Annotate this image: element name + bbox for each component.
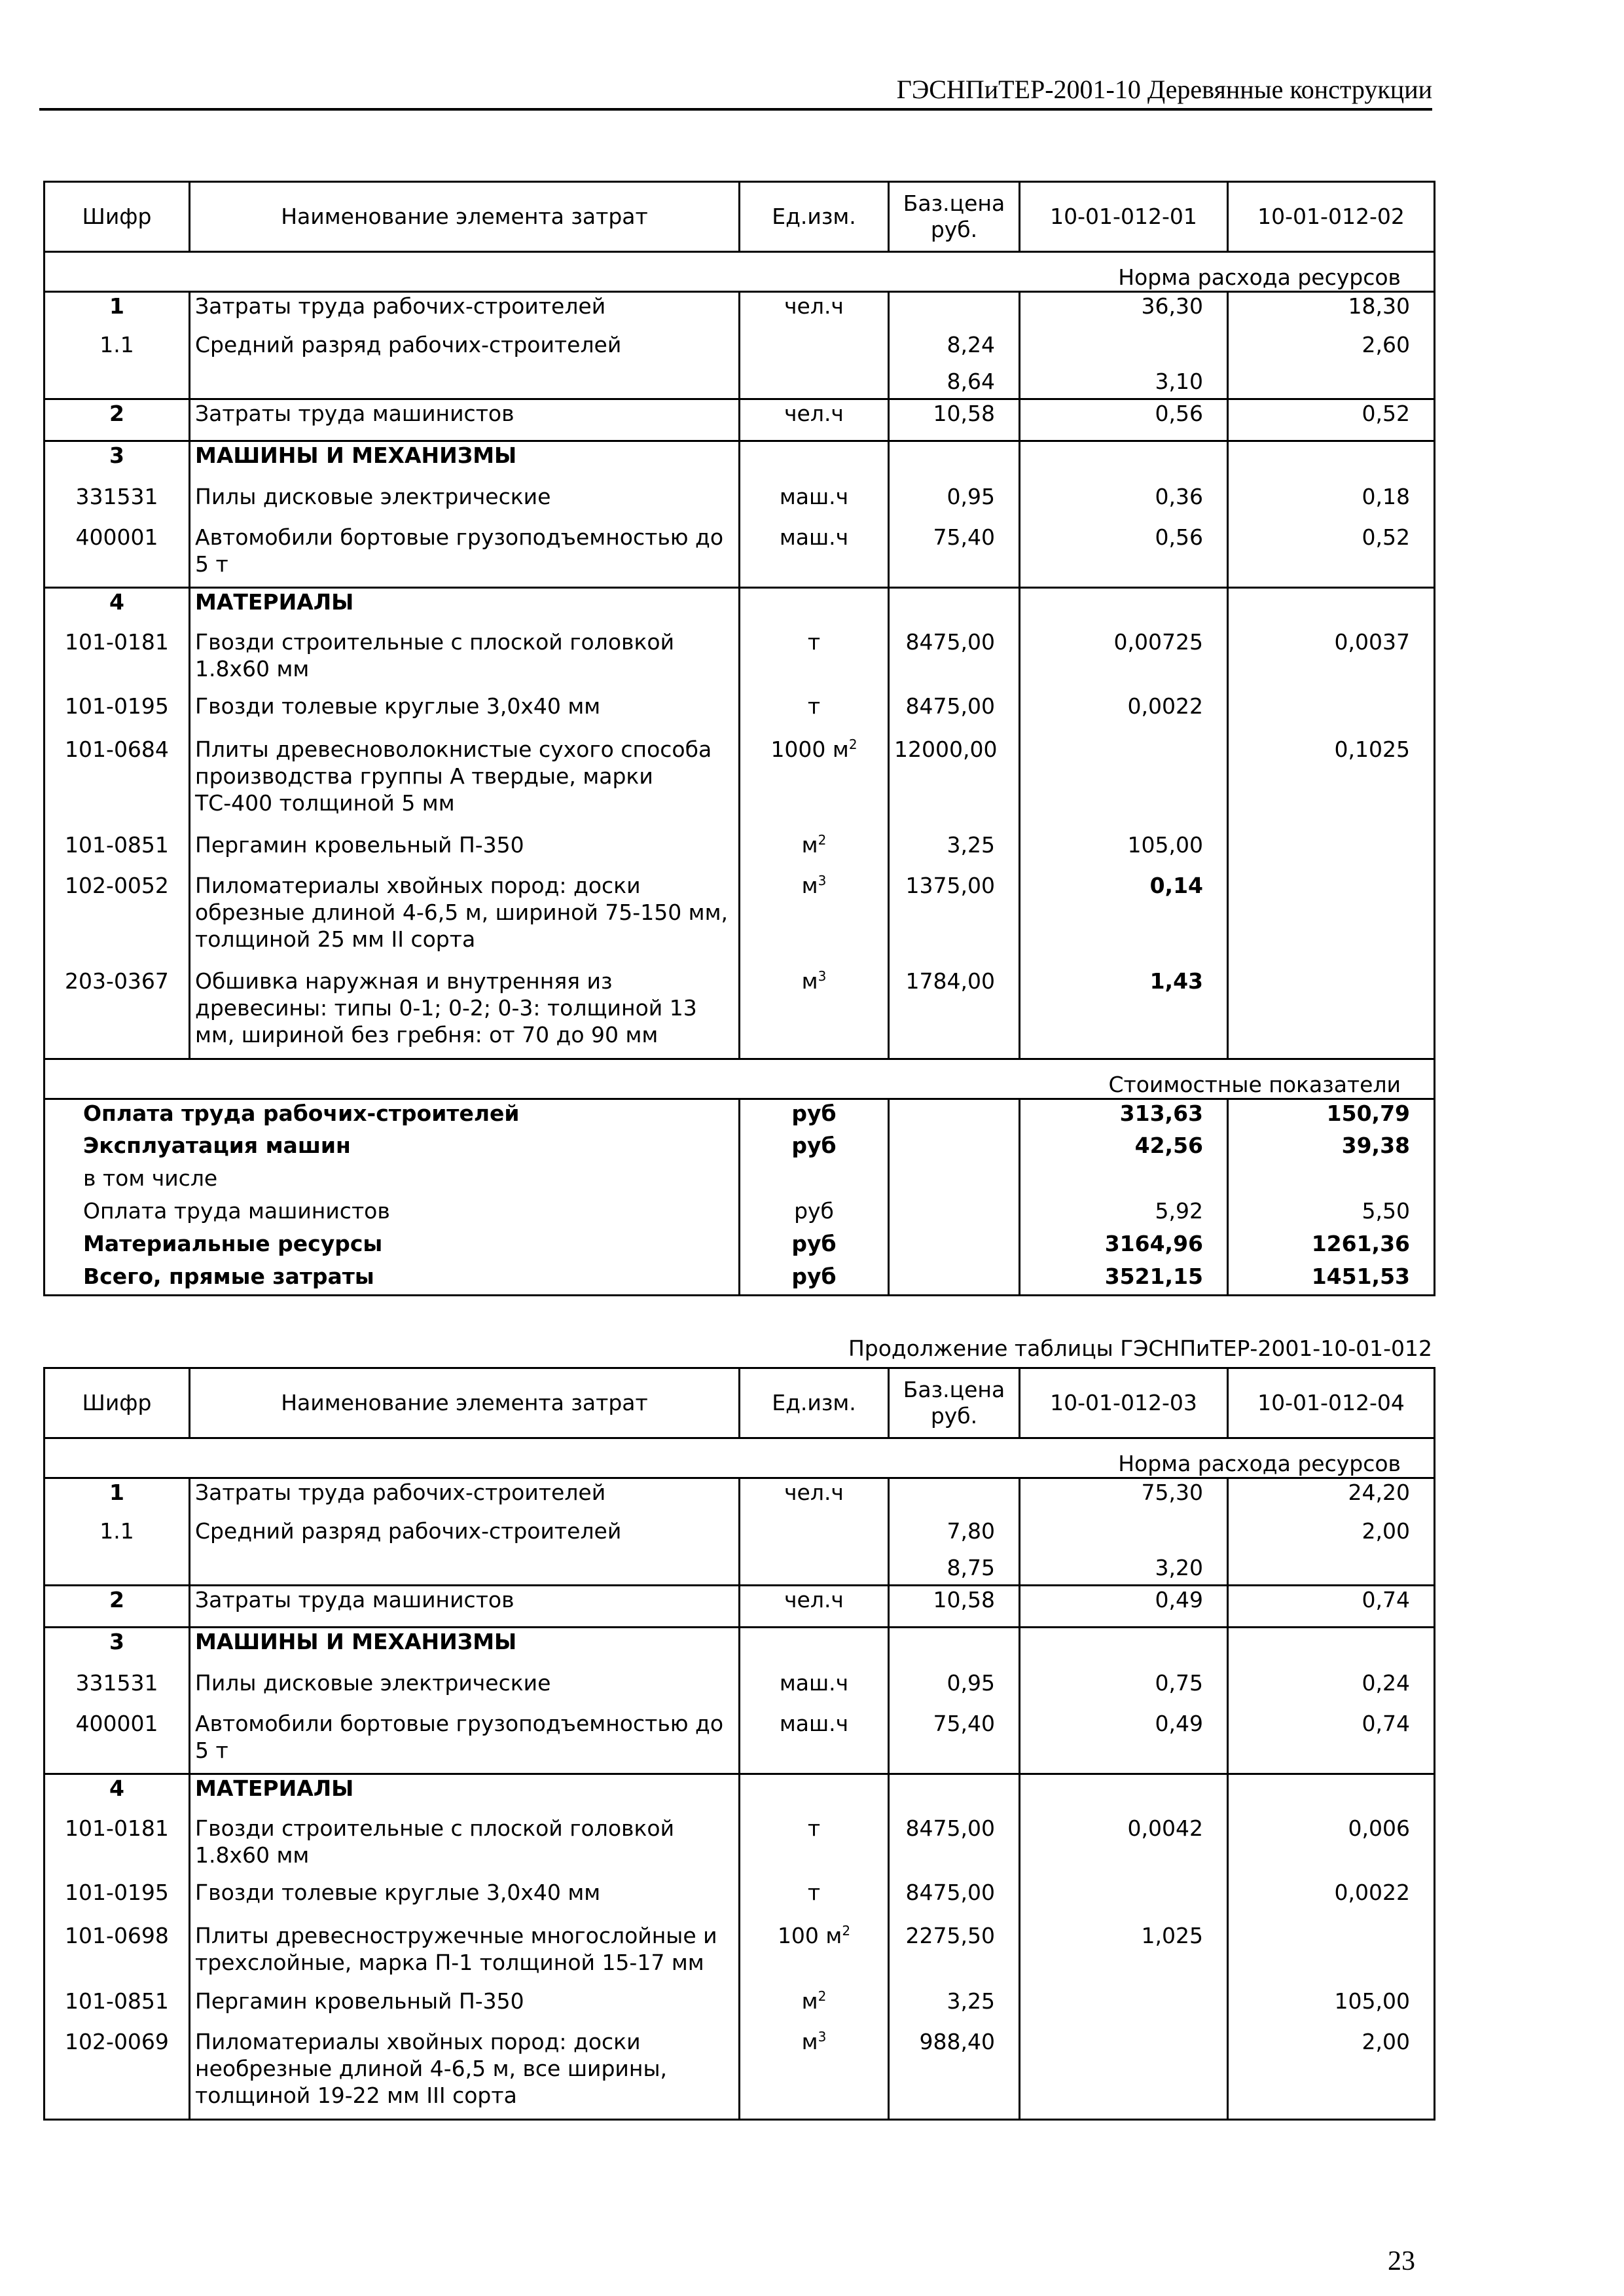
row-value-b: 18,30	[1228, 292, 1435, 331]
row-value-b: 2,00	[1228, 1518, 1435, 1554]
row-unit: $м^3$	[740, 2028, 889, 2120]
row-name: МАШИНЫ И МЕХАНИЗМЫ	[190, 441, 740, 483]
col-header-a: 10-01-012-03	[1020, 1368, 1228, 1438]
page-header-text: ГЭСНПиТЕР-2001-10 Деревянные конструкции	[896, 75, 1432, 104]
row-name: Средний разряд рабочих-строителей	[190, 331, 740, 368]
row-value-a: 36,30	[1020, 292, 1228, 331]
row-code: 101-0851	[45, 831, 190, 872]
table-row	[45, 629, 1435, 693]
row-unit	[740, 331, 889, 368]
row-unit: чел.ч	[740, 1586, 889, 1628]
row-value-a: 105,00	[1020, 831, 1228, 872]
row-code	[45, 1554, 190, 1586]
col-header-unit: Ед.изм.	[740, 1368, 889, 1438]
table-row	[45, 331, 1435, 368]
row-code: 101-0851	[45, 1988, 190, 2028]
row-value-a	[1020, 1879, 1228, 1922]
row-name: Гвозди толевые круглые 3,0х40 мм	[190, 693, 740, 736]
row-code	[45, 368, 190, 399]
total-value-b: 150,79	[1228, 1099, 1435, 1132]
row-code: 1	[45, 292, 190, 331]
table-row	[45, 1628, 1435, 1669]
table-row	[45, 1586, 1435, 1628]
table-row	[45, 1815, 1435, 1879]
resource-table-1	[43, 181, 1435, 1296]
row-value-b: 0,52	[1228, 399, 1435, 441]
row-price: 8475,00	[889, 629, 1020, 693]
row-price: 7,80	[889, 1518, 1020, 1554]
row-code: 4	[45, 1774, 190, 1815]
row-value-a: 0,49	[1020, 1710, 1228, 1774]
total-value-a: 5,92	[1020, 1197, 1228, 1230]
table-header-row	[45, 1368, 1435, 1438]
page-header	[39, 69, 1432, 111]
total-row	[45, 1230, 1435, 1263]
row-value-a: 1,43	[1020, 968, 1228, 1059]
row-unit	[740, 1518, 889, 1554]
row-price	[889, 1478, 1020, 1518]
row-name: Затраты труда машинистов	[190, 399, 740, 441]
table-row	[45, 483, 1435, 524]
row-value-a	[1020, 736, 1228, 831]
row-unit: $м^3$	[740, 968, 889, 1059]
row-unit: т	[740, 629, 889, 693]
row-price: 1375,00	[889, 872, 1020, 968]
row-unit: т	[740, 693, 889, 736]
row-name: МАШИНЫ И МЕХАНИЗМЫ	[190, 1628, 740, 1669]
row-price: 75,40	[889, 524, 1020, 588]
row-value-b: 0,52	[1228, 524, 1435, 588]
row-code: 400001	[45, 1710, 190, 1774]
row-name	[190, 368, 740, 399]
row-value-a	[1020, 331, 1228, 368]
row-code: 203-0367	[45, 968, 190, 1059]
row-value-a: 3,20	[1020, 1554, 1228, 1586]
total-label: Оплата труда рабочих-строителей	[45, 1099, 740, 1132]
col-header-code: Шифр	[45, 182, 190, 252]
row-code: 4	[45, 588, 190, 629]
row-price: 2275,50	[889, 1922, 1020, 1988]
total-value-a: 313,63	[1020, 1099, 1228, 1132]
row-value-b: 0,0037	[1228, 629, 1435, 693]
total-value-a: 42,56	[1020, 1132, 1228, 1165]
row-value-b	[1228, 693, 1435, 736]
row-value-a	[1020, 1988, 1228, 2028]
table-row	[45, 1554, 1435, 1586]
row-value-b: 24,20	[1228, 1478, 1435, 1518]
norm-label: Норма расхода ресурсов	[45, 252, 1435, 292]
row-price: 12000,00	[889, 736, 1020, 831]
cost-label: Стоимостные показатели	[45, 1059, 1435, 1099]
row-price: 8475,00	[889, 1879, 1020, 1922]
row-value-b: 0,74	[1228, 1586, 1435, 1628]
table-row	[45, 399, 1435, 441]
row-name: Плиты древесностружечные многослойные и трехслойные, марка П-1 толщиной 15-17 мм	[190, 1922, 740, 1988]
row-price: 8475,00	[889, 1815, 1020, 1879]
total-row	[45, 1263, 1435, 1296]
row-value-a: 0,56	[1020, 399, 1228, 441]
row-unit: маш.ч	[740, 483, 889, 524]
row-value-a: 0,0022	[1020, 693, 1228, 736]
row-name: Затраты труда рабочих-строителей	[190, 292, 740, 331]
row-price: 3,25	[889, 1988, 1020, 2028]
col-header-price: Баз.цена руб.	[889, 1368, 1020, 1438]
row-value-b	[1228, 368, 1435, 399]
row-code: 101-0181	[45, 1815, 190, 1879]
row-code: 102-0052	[45, 872, 190, 968]
total-value-b: 1451,53	[1228, 1263, 1435, 1296]
row-unit: $м^3$	[740, 872, 889, 968]
total-label: Оплата труда машинистов	[45, 1197, 740, 1230]
row-code: 102-0069	[45, 2028, 190, 2120]
row-code: 101-0684	[45, 736, 190, 831]
table-row	[45, 1669, 1435, 1710]
row-price: 8,75	[889, 1554, 1020, 1586]
row-value-b: 0,18	[1228, 483, 1435, 524]
row-name: Плиты древесноволокнистые сухого способа производства группы А твердые, марки ТС-400 толщиной 5 мм	[190, 736, 740, 831]
row-value-a	[1020, 1518, 1228, 1554]
row-name: МАТЕРИАЛЫ	[190, 588, 740, 629]
row-name: Средний разряд рабочих-строителей	[190, 1518, 740, 1554]
row-name: Затраты труда рабочих-строителей	[190, 1478, 740, 1518]
row-code: 3	[45, 441, 190, 483]
row-name: Затраты труда машинистов	[190, 1586, 740, 1628]
table-row	[45, 524, 1435, 588]
total-row	[45, 1132, 1435, 1165]
table-row	[45, 1478, 1435, 1518]
col-header-a: 10-01-012-01	[1020, 182, 1228, 252]
row-price	[889, 292, 1020, 331]
row-value-b: 0,1025	[1228, 736, 1435, 831]
table-row	[45, 1988, 1435, 2028]
row-name: Обшивка наружная и внутренняя из древесины: типы 0-1; 0-2; 0-3: толщиной 13 мм, шириной без гребня: от 70 до 90 мм	[190, 968, 740, 1059]
total-label: Всего, прямые затраты	[45, 1263, 740, 1296]
total-row	[45, 1197, 1435, 1230]
row-code: 1	[45, 1478, 190, 1518]
total-value-b: 1261,36	[1228, 1230, 1435, 1263]
row-unit: маш.ч	[740, 1710, 889, 1774]
row-value-b	[1228, 968, 1435, 1059]
table-row	[45, 2028, 1435, 2120]
total-unit: руб	[740, 1263, 889, 1296]
table-row	[45, 872, 1435, 968]
total-unit: руб	[740, 1197, 889, 1230]
table-row	[45, 831, 1435, 872]
total-value-a: 3164,96	[1020, 1230, 1228, 1263]
total-row	[45, 1099, 1435, 1132]
row-unit: маш.ч	[740, 524, 889, 588]
row-code: 331531	[45, 483, 190, 524]
total-value-b: 5,50	[1228, 1197, 1435, 1230]
row-value-b: 0,74	[1228, 1710, 1435, 1774]
row-value-b: 2,60	[1228, 331, 1435, 368]
table-row	[45, 736, 1435, 831]
page-number: 23	[1388, 2246, 1415, 2276]
row-value-b: 0,0022	[1228, 1879, 1435, 1922]
row-value-b: 0,24	[1228, 1669, 1435, 1710]
row-price: 10,58	[889, 399, 1020, 441]
resource-table-2	[43, 1367, 1435, 2121]
row-unit	[740, 1554, 889, 1586]
row-unit: маш.ч	[740, 1669, 889, 1710]
total-unit: руб	[740, 1099, 889, 1132]
table-row	[45, 292, 1435, 331]
row-code: 1.1	[45, 331, 190, 368]
row-name: Гвозди строительные с плоской головкой 1.8х60 мм	[190, 1815, 740, 1879]
row-unit	[740, 368, 889, 399]
row-unit: т	[740, 1815, 889, 1879]
row-value-b	[1228, 1922, 1435, 1988]
row-price: 8,24	[889, 331, 1020, 368]
row-unit: т	[740, 1879, 889, 1922]
row-price: 988,40	[889, 2028, 1020, 2120]
row-code: 2	[45, 1586, 190, 1628]
total-unit: руб	[740, 1132, 889, 1165]
row-unit: 100 $м^2$	[740, 1922, 889, 1988]
row-code: 101-0698	[45, 1922, 190, 1988]
row-value-a: 0,0042	[1020, 1815, 1228, 1879]
row-name: Пилы дисковые электрические	[190, 483, 740, 524]
row-code: 101-0195	[45, 1879, 190, 1922]
row-name: Гвозди строительные с плоской головкой 1.8х60 мм	[190, 629, 740, 693]
row-unit: $м^2$	[740, 831, 889, 872]
total-label: Эксплуатация машин	[45, 1132, 740, 1165]
row-price: 10,58	[889, 1586, 1020, 1628]
col-header-code: Шифр	[45, 1368, 190, 1438]
row-code: 3	[45, 1628, 190, 1669]
row-value-b	[1228, 872, 1435, 968]
row-name: Пиломатериалы хвойных пород: доски обрезные длиной 4-6,5 м, шириной 75-150 мм, толщиной 25 мм II сорта	[190, 872, 740, 968]
table-row	[45, 1518, 1435, 1554]
col-header-b: 10-01-012-02	[1228, 182, 1435, 252]
row-value-a: 75,30	[1020, 1478, 1228, 1518]
row-code: 331531	[45, 1669, 190, 1710]
row-code: 2	[45, 399, 190, 441]
table-row	[45, 1879, 1435, 1922]
table-row	[45, 693, 1435, 736]
row-value-a: 0,49	[1020, 1586, 1228, 1628]
row-value-a: 0,36	[1020, 483, 1228, 524]
total-value-b: 39,38	[1228, 1132, 1435, 1165]
row-name: Гвозди толевые круглые 3,0х40 мм	[190, 1879, 740, 1922]
table-header-row	[45, 182, 1435, 252]
total-row	[45, 1165, 1435, 1197]
table-row	[45, 368, 1435, 399]
row-code: 101-0181	[45, 629, 190, 693]
row-code: 400001	[45, 524, 190, 588]
row-name: МАТЕРИАЛЫ	[190, 1774, 740, 1815]
row-price: 75,40	[889, 1710, 1020, 1774]
row-value-b: 0,006	[1228, 1815, 1435, 1879]
table-row	[45, 588, 1435, 629]
row-value-a	[1020, 2028, 1228, 2120]
row-price: 1784,00	[889, 968, 1020, 1059]
row-value-a: 1,025	[1020, 1922, 1228, 1988]
row-value-a: 0,14	[1020, 872, 1228, 968]
norm-label: Норма расхода ресурсов	[45, 1438, 1435, 1478]
col-header-name: Наименование элемента затрат	[190, 182, 740, 252]
row-value-a: 0,75	[1020, 1669, 1228, 1710]
col-header-price: Баз.цена руб.	[889, 182, 1020, 252]
col-header-unit: Ед.изм.	[740, 182, 889, 252]
col-header-name: Наименование элемента затрат	[190, 1368, 740, 1438]
row-value-b	[1228, 831, 1435, 872]
row-unit: $м^2$	[740, 1988, 889, 2028]
row-code: 1.1	[45, 1518, 190, 1554]
row-value-b: 2,00	[1228, 2028, 1435, 2120]
row-unit: 1000 $м^2$	[740, 736, 889, 831]
row-price: 8,64	[889, 368, 1020, 399]
row-unit: чел.ч	[740, 1478, 889, 1518]
row-name: Пилы дисковые электрические	[190, 1669, 740, 1710]
row-price: 0,95	[889, 483, 1020, 524]
row-unit: чел.ч	[740, 292, 889, 331]
row-name: Пиломатериалы хвойных пород: доски необрезные длиной 4-6,5 м, все ширины, толщиной 19-22 мм III сорта	[190, 2028, 740, 2120]
row-name: Автомобили бортовые грузоподъемностью до 5 т	[190, 1710, 740, 1774]
row-price: 0,95	[889, 1669, 1020, 1710]
total-unit: руб	[740, 1230, 889, 1263]
row-price: 3,25	[889, 831, 1020, 872]
table-row	[45, 968, 1435, 1059]
row-name: Пергамин кровельный П-350	[190, 1988, 740, 2028]
row-name	[190, 1554, 740, 1586]
row-name: Автомобили бортовые грузоподъемностью до 5 т	[190, 524, 740, 588]
row-value-a: 0,56	[1020, 524, 1228, 588]
row-unit: чел.ч	[740, 399, 889, 441]
table-row	[45, 1922, 1435, 1988]
table-continuation-caption: Продолжение таблицы ГЭСНПиТЕР-2001-10-01-012	[848, 1336, 1432, 1361]
row-price: 8475,00	[889, 693, 1020, 736]
row-value-a: 3,10	[1020, 368, 1228, 399]
table-row	[45, 1774, 1435, 1815]
row-name: Пергамин кровельный П-350	[190, 831, 740, 872]
table-row	[45, 441, 1435, 483]
row-value-a: 0,00725	[1020, 629, 1228, 693]
row-value-b: 105,00	[1228, 1988, 1435, 2028]
row-code: 101-0195	[45, 693, 190, 736]
total-label: Материальные ресурсы	[45, 1230, 740, 1263]
total-value-a: 3521,15	[1020, 1263, 1228, 1296]
table-row	[45, 1710, 1435, 1774]
total-label: в том числе	[45, 1165, 740, 1197]
col-header-b: 10-01-012-04	[1228, 1368, 1435, 1438]
row-value-b	[1228, 1554, 1435, 1586]
